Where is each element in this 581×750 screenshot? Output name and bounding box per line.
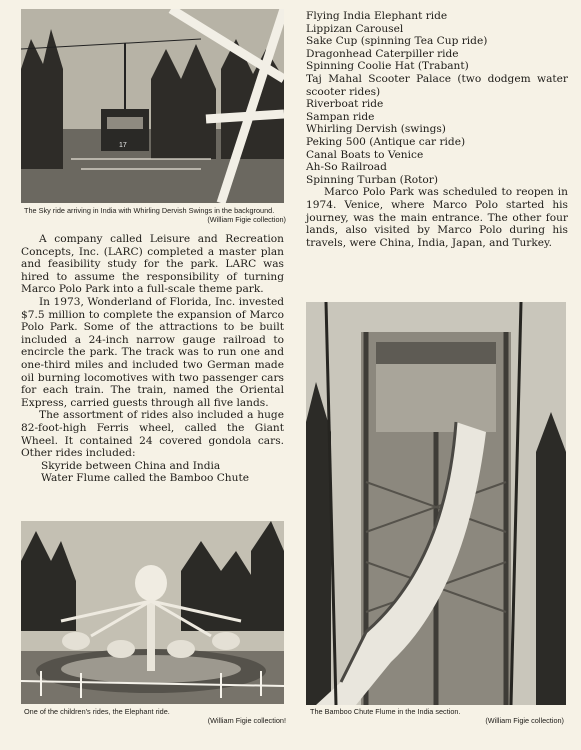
- list-item: Spinning Coolie Hat (Trabant): [306, 60, 469, 73]
- list-item: Sake Cup (spinning Tea Cup ride): [306, 35, 488, 48]
- right-closing-paragraph: Marco Polo Park was scheduled to reopen in 1974. Venice, where Marco Polo started his journey, was the main entrance. The other four lands, also visited by Marco Polo during his travels, were China, India, Japan, and Turkey.: [306, 186, 568, 249]
- bamboo-chute-photo: [306, 302, 566, 705]
- list-item: Lippizan Carousel: [306, 22, 404, 35]
- left-paragraph-1: A company called Leisure and Recreation Concepts, Inc. (LARC) completed a master plan and feasibility study for the park. LARC was hired to assume the responsibility of turning Marco Polo Park into a full-scale theme park.: [21, 233, 284, 296]
- list-item: Dragonhead Caterpiller ride: [306, 47, 459, 60]
- list-item: Peking 500 (Antique car ride): [306, 135, 466, 148]
- sky-ride-photo: [21, 9, 284, 203]
- left-paragraph-3: The assortment of rides also included a huge 82-foot-high Ferris wheel, called the Giant Wheel. It contained 24 covered gondola cars. Other rides included:: [21, 409, 284, 460]
- gondola-number: 17: [119, 142, 127, 149]
- list-item: Skyride between China and India: [41, 459, 221, 472]
- left-column-text: [21, 233, 284, 485]
- list-item: Canal Boats to Venice: [306, 148, 424, 161]
- list-item: Sampan ride: [306, 110, 375, 123]
- elephant-ride-photo: [21, 521, 284, 704]
- sky-ride-credit: (William Figie collection): [207, 215, 286, 224]
- list-item: Spinning Turban (Rotor): [306, 173, 438, 186]
- elephant-ride-caption-text: One of the children's rides, the Elephant ride.: [24, 707, 170, 716]
- bamboo-chute-credit: (William Figie collection): [485, 716, 564, 725]
- bamboo-chute-caption-text: The Bamboo Chute Flume in the India section.: [310, 707, 461, 716]
- ride-list-right: [306, 10, 568, 186]
- list-item: Taj Mahal Scooter Palace (two dodgem water scooter rides): [306, 72, 568, 98]
- elephant-ride-illustration: [21, 521, 284, 704]
- list-item: Water Flume called the Bamboo Chute: [41, 472, 249, 485]
- left-paragraph-2: In 1973, Wonderland of Florida, Inc. invested $7.5 million to complete the expansion of Marco Polo Park. Some of the attractions to be built included a 24-inch narrow gauge railroad to encircle the park. The track was to run one and one-third miles and included two German made oil burning locomotives with two passenger cars for each train. The train, named the Oriental Express, carried guests through all five lands.: [21, 295, 284, 409]
- bamboo-chute-illustration: [306, 302, 566, 705]
- sky-ride-illustration: [21, 9, 284, 203]
- right-column-text: [306, 10, 568, 249]
- list-item: Flying India Elephant ride: [306, 10, 448, 22]
- sky-ride-caption: [24, 206, 286, 224]
- ride-list-left: [21, 460, 284, 485]
- list-item: Ah-So Railroad: [306, 161, 387, 174]
- elephant-ride-credit: (William Figie collection!: [207, 716, 286, 725]
- sky-ride-caption-text: The Sky ride arriving in India with Whirling Dervish Swings in the background.: [24, 206, 275, 215]
- bamboo-chute-caption: [310, 707, 564, 725]
- list-item: Whirling Dervish (swings): [306, 123, 446, 136]
- list-item: Riverboat ride: [306, 98, 384, 111]
- elephant-ride-caption: [24, 707, 286, 725]
